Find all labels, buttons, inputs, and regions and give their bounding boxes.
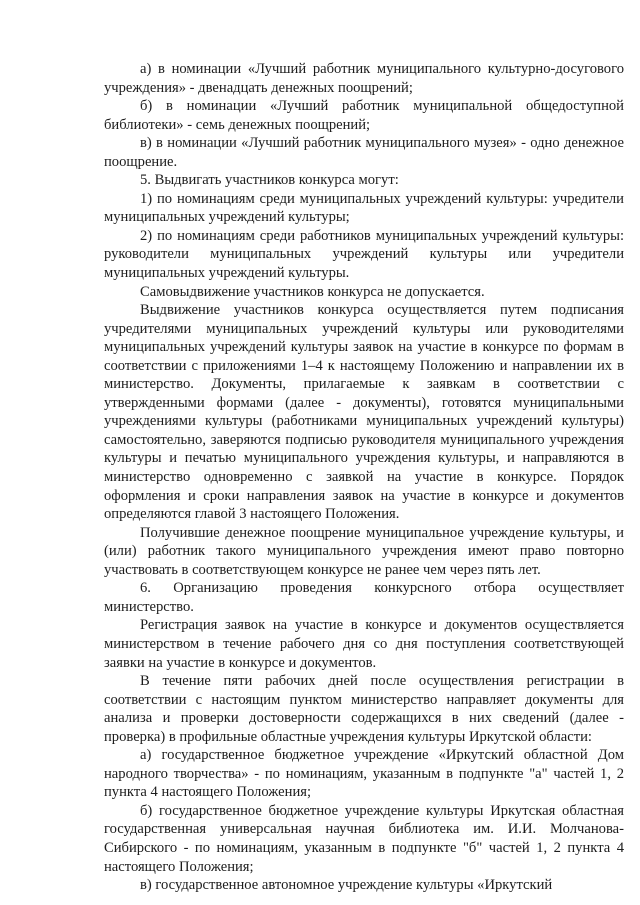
paragraph-verifier-c: в) государственное автономное учреждение культуры «Иркутский xyxy=(140,877,553,894)
paragraph-nomination-a-cultural-leisure: а) в номинации «Лучший работник муниципального культурно-досугового учреждения» - двенадцать денежных поощрений; xyxy=(104,61,624,96)
paragraph-repeat-participation: Получившие денежное поощрение муниципальное учреждение культуры, и (или) работник такого муниципального учреждения имеют право повторно участвовать в соответствующем конкурсе не ранее чем через пять лет. xyxy=(104,524,624,578)
paragraph-nomination-b-library: б) в номинации «Лучший работник муниципальной общедоступной библиотеки» - семь денежных поощрений; xyxy=(104,98,624,133)
paragraph-registration: Регистрация заявок на участие в конкурсе и документов осуществляется министерством в течение рабочего дня со дня поступления соответствующей заявки на участие в конкурсе и документов. xyxy=(104,617,624,671)
paragraph-nominators-workers: 2) по номинациям среди работников муниципальных учреждений культуры: руководители муниципальных учреждений культуры или учредители муниципальных учреждений культуры. xyxy=(104,227,624,282)
paragraph-section-6-organization: 6. Организацию проведения конкурсного отбора осуществляет министерство. xyxy=(104,580,624,615)
document-body xyxy=(104,60,624,895)
paragraph-nomination-c-museum: в) в номинации «Лучший работник муниципального музея» - одно денежное поощрение. xyxy=(104,135,624,170)
paragraph-verifier-a: а) государственное бюджетное учреждение «Иркутский областной Дом народного творчества» - по номинациям, указанным в подпункте "а" частей 1, 2 пункта 4 настоящего Положения; xyxy=(104,747,624,801)
paragraph-verification: В течение пяти рабочих дней после осуществления регистрации в соответствии с настоящим пунктом министерство направляет документы для анализа и проверки достоверности содержащихся в них сведений (далее - проверка) в профильные областные учреждения культуры Иркутской области: xyxy=(104,673,624,745)
paragraph-self-nomination: Самовыдвижение участников конкурса не допускается. xyxy=(140,283,485,300)
paragraph-section-5-heading: 5. Выдвигать участников конкурса могут: xyxy=(140,172,399,189)
paragraph-nomination-procedure: Выдвижение участников конкурса осуществляется путем подписания учредителями муниципальных учреждений культуры или руководителями муниципальных учреждений культуры заявок на участие в конкурсе по формам в соответствии с приложениями 1–4 к настоящему Положению и направлении их в министерство. Документы, прилагаемые к заявкам в соответствии с утвержденными формами (далее - документы), готовятся муниципальными учреждениями культуры (работниками муниципальных учреждений культуры) самостоятельно, заверяются подписью руководителя муниципального учреждения культуры и печатью муниципального учреждения культуры, и направляются в министерство одновременно с заявкой на участие в конкурсе. Порядок оформления и сроки направления заявок на участие в конкурсе и документов определяются главой 3 настоящего Положения. xyxy=(104,302,624,523)
paragraph-nominators-institutions: 1) по номинациям среди муниципальных учреждений культуры: учредители муниципальных учреждений культуры; xyxy=(104,190,624,226)
paragraph-verifier-b: б) государственное бюджетное учреждение культуры Иркутская областная государственная универсальная научная библиотека им. И.И. Молчанова-Сибирского - по номинациям, указанным в подпункте "б" частей 1, 2 пункта 4 настоящего Положения; xyxy=(104,802,624,875)
